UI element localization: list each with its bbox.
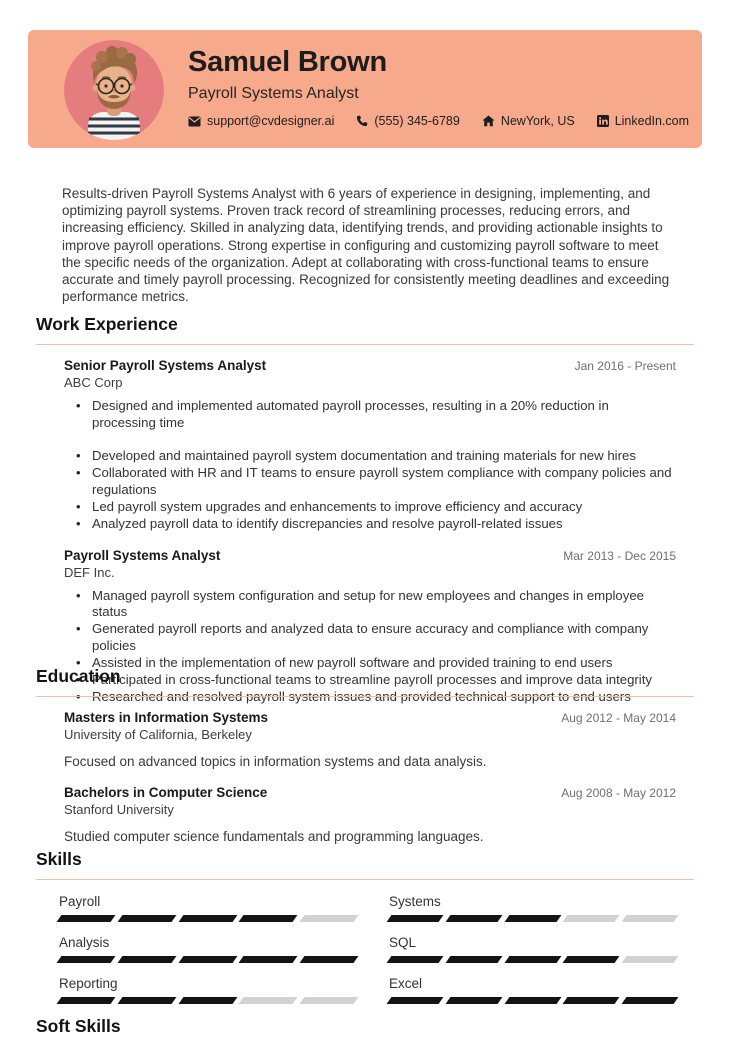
school-name: Stanford University	[64, 802, 174, 817]
job-bullet: • Analyzed payroll data to identify discrepancies and resolve payroll-related issues	[76, 516, 676, 533]
job-title: Senior Payroll Systems Analyst	[64, 358, 267, 373]
skill-bar-segment	[239, 915, 298, 922]
skill-item	[389, 976, 676, 1004]
education-entry	[64, 784, 676, 845]
education-description: Focused on advanced topics in information systems and data analysis.	[64, 754, 487, 769]
skill-bar-segment	[622, 997, 679, 1004]
job-dates: Mar 2013 - Dec 2015	[563, 548, 676, 563]
contact-location-text: NewYork, US	[500, 114, 575, 128]
skill-item	[59, 935, 356, 963]
job-bullet: • Generated payroll reports and analyzed data to ensure accuracy and compliance with company policies	[76, 621, 676, 654]
contact-linkedin	[597, 114, 689, 128]
skill-bar-segment	[300, 997, 359, 1004]
avatar-illustration	[64, 40, 164, 140]
education-entry	[64, 709, 676, 770]
skill-bar-segment	[178, 997, 237, 1004]
skill-bar-segment	[387, 915, 444, 922]
work-experience-heading: Work Experience	[36, 314, 694, 345]
skill-name: SQL	[389, 935, 417, 950]
contact-row	[188, 114, 689, 128]
home-icon	[482, 115, 495, 127]
section-work-experience	[36, 314, 694, 706]
skill-bar-segment	[387, 956, 444, 963]
job-bullet: • Researched and resolved payroll system issues and provided technical support to end users	[76, 689, 676, 706]
skill-name: Payroll	[59, 894, 101, 909]
education-description: Studied computer science fundamentals and programming languages.	[64, 829, 484, 844]
job-company: DEF Inc.	[64, 564, 115, 580]
education-heading: Education	[36, 666, 694, 697]
degree-title: Bachelors in Computer Science	[64, 785, 268, 800]
skill-bar	[389, 997, 676, 1004]
contact-linkedin-text: LinkedIn.com	[614, 114, 690, 128]
skill-item	[389, 894, 676, 922]
skill-bar-segment	[117, 956, 176, 963]
job-bullet: • Assisted in the implementation of new payroll software and provided training to end users	[76, 655, 676, 672]
contact-email-text: support@cvdesigner.ai	[207, 114, 335, 128]
job-bullet: • Led payroll system upgrades and enhancements to improve efficiency and accuracy	[76, 499, 676, 516]
skill-bar-segment	[57, 997, 116, 1004]
skill-bar-segment	[300, 956, 359, 963]
contact-phone-text: (555) 345-6789	[374, 114, 460, 128]
skill-bar-segment	[57, 956, 116, 963]
skill-bar-segment	[504, 997, 561, 1004]
skill-bar-segment	[504, 915, 561, 922]
job-bullet: • Managed payroll system configuration and setup for new employees and changes in employee status	[76, 588, 676, 621]
skill-name: Analysis	[59, 935, 110, 950]
skill-bar-segment	[563, 915, 620, 922]
job-bullet: • Developed and maintained payroll system documentation and training materials for new hires	[76, 448, 676, 465]
contact-location	[482, 114, 575, 128]
skill-bar-segment	[563, 956, 620, 963]
skill-bar	[389, 956, 676, 963]
skill-bar-segment	[563, 997, 620, 1004]
resume-header	[28, 30, 702, 148]
job-bullet: • Designed and implemented automated payroll processes, resulting in a 20% reduction in processing time	[76, 398, 676, 431]
skill-bar-segment	[117, 997, 176, 1004]
skill-bar-segment	[239, 956, 298, 963]
skill-item	[59, 894, 356, 922]
job-entry	[64, 357, 676, 533]
skill-bar-segment	[622, 956, 679, 963]
skill-bar	[389, 915, 676, 922]
email-icon	[188, 116, 201, 127]
section-soft-skills	[36, 1016, 694, 1046]
candidate-title: Payroll Systems Analyst	[188, 85, 359, 102]
skill-bar-segment	[178, 956, 237, 963]
skill-item	[389, 935, 676, 963]
skill-bar-segment	[445, 956, 502, 963]
contact-phone	[356, 114, 459, 128]
section-skills	[36, 849, 694, 1017]
job-title: Payroll Systems Analyst	[64, 547, 221, 563]
skill-bar-segment	[300, 915, 359, 922]
skill-bar-segment	[57, 915, 116, 922]
skills-heading: Skills	[36, 849, 694, 880]
skill-bar-segment	[445, 915, 502, 922]
skill-bar-segment	[178, 915, 237, 922]
skill-bar-segment	[504, 956, 561, 963]
job-bullet: • Participated in cross-functional teams to streamline payroll processes and improve data integrity	[76, 672, 676, 689]
header-text-block	[188, 46, 689, 128]
skill-bar-segment	[117, 915, 176, 922]
job-bullets	[64, 398, 676, 533]
candidate-name: Samuel Brown	[188, 46, 388, 78]
soft-skills-heading: Soft Skills	[36, 1016, 121, 1036]
skill-bar	[59, 956, 356, 963]
skill-name: Reporting	[59, 976, 118, 991]
school-name: University of California, Berkeley	[64, 727, 252, 742]
phone-icon	[356, 115, 368, 127]
skill-bar	[59, 997, 356, 1004]
skills-grid	[36, 894, 694, 1017]
degree-title: Masters in Information Systems	[64, 710, 269, 725]
education-dates: Aug 2012 - May 2014	[561, 711, 676, 725]
skill-bar-segment	[622, 915, 679, 922]
skill-bar-segment	[445, 997, 502, 1004]
avatar	[64, 40, 164, 140]
skill-bar-segment	[239, 997, 298, 1004]
section-education	[36, 666, 694, 845]
job-bullet: • Collaborated with HR and IT teams to ensure payroll system compliance with company policies and regulations	[76, 465, 676, 498]
linkedin-icon	[597, 115, 609, 127]
skill-bar-segment	[387, 997, 444, 1004]
job-company: ABC Corp	[64, 375, 123, 390]
contact-email	[188, 114, 334, 128]
skill-name: Excel	[389, 976, 423, 991]
skill-bar	[59, 915, 356, 922]
skill-item	[59, 976, 356, 1004]
skill-name: Systems	[389, 894, 441, 909]
professional-summary: Results-driven Payroll Systems Analyst with 6 years of experience in designing, implementing, and optimizing payroll systems. Proven track record of streamlining processes, reducing errors, and increasing efficiency. Skilled in analyzing data, identifying trends, and providing actionable insights to improve payroll operations. Strong expertise in configuring and customizing payroll software to meet the specific needs of the organization. Adept at collaborating with cross-functional teams to ensure accurate and timely payroll processing. Recognized for consistently meeting deadlines and exceeding performance metrics.	[62, 186, 670, 305]
job-dates: Jan 2016 - Present	[574, 359, 676, 373]
education-dates: Aug 2008 - May 2012	[561, 786, 676, 800]
